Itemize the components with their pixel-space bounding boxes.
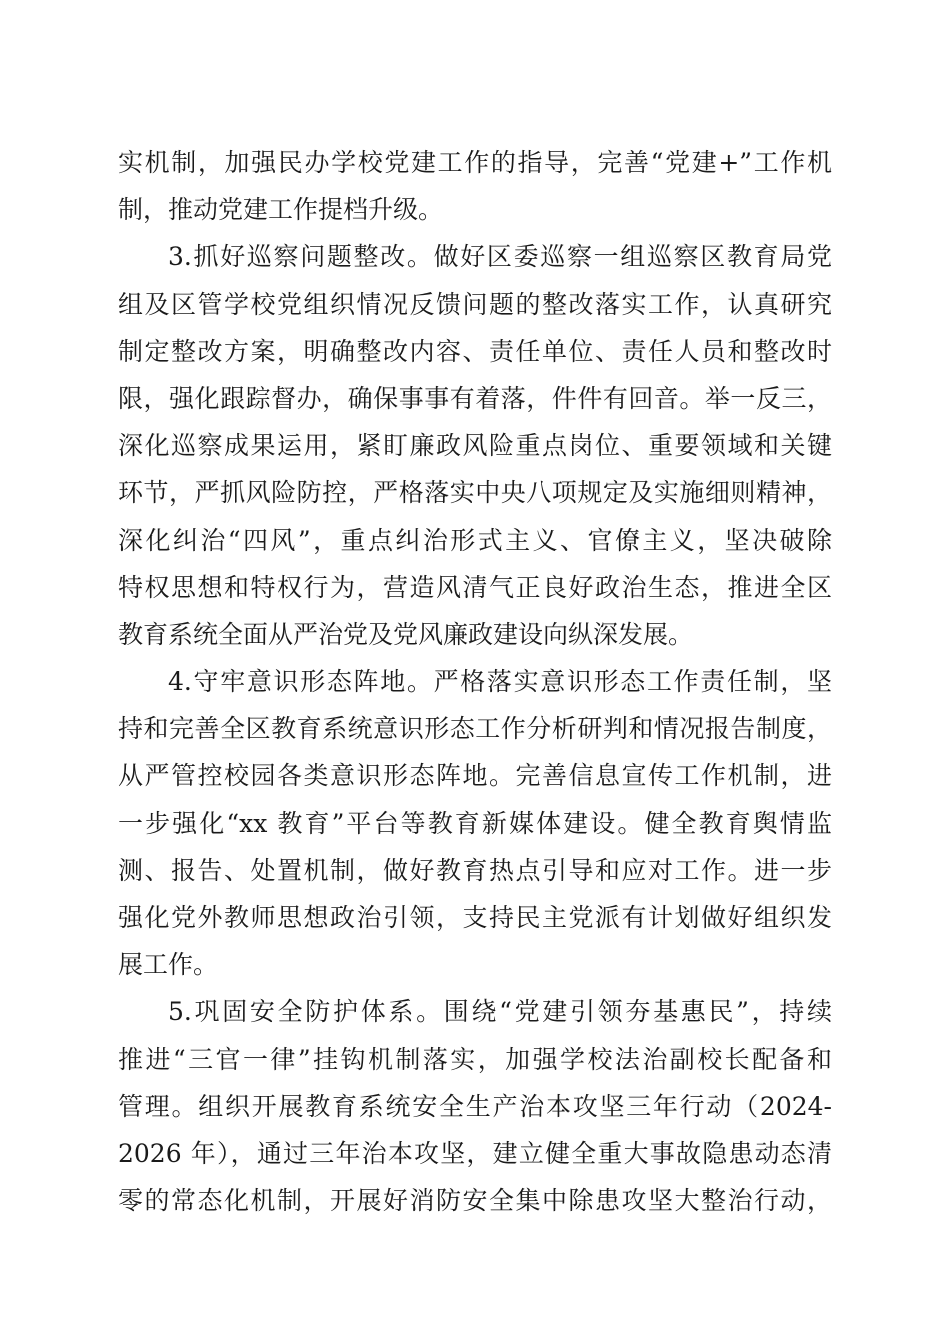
paragraph-line: 强化党外教师思想政治引领，支持民主党派有计划做好组织发 (118, 903, 832, 932)
paragraph-line: 组及区管学校党组织情况反馈问题的整改落实工作，认真研究 (118, 289, 832, 319)
item-5-heading-line: 5.巩固安全防护体系。围绕“党建引领夯基惠民”，持续 (168, 997, 832, 1027)
paragraph-line: 管理。组织开展教育系统安全生产治本攻坚三年行动（2024- (118, 1091, 832, 1121)
paragraph-line: 教育系统全面从严治党及党风廉政建设向纵深发展。 (118, 619, 694, 649)
paragraph-line: 持和完善全区教育系统意识形态工作分析研判和情况报告制度， (118, 714, 832, 744)
paragraph-line: 一步强化“xx 教育”平台等教育新媒体建设。健全教育舆情监 (118, 808, 832, 838)
paragraph-line: 测、报告、处置机制，做好教育热点引导和应对工作。进一步 (118, 855, 832, 885)
paragraph-line: 环节，严抓风险防控，严格落实中央八项规定及实施细则精神， (118, 478, 832, 508)
paragraph-line: 零的常态化机制，开展好消防安全集中除患攻坚大整治行动， (118, 1186, 832, 1216)
paragraph-line: 制，推动党建工作提档升级。 (118, 195, 444, 225)
paragraph-line: 推进“三官一律”挂钩机制落实，加强学校法治副校长配备和 (118, 1044, 832, 1074)
paragraph-line: 特权思想和特权行为，营造风清气正良好政治生态，推进全区 (118, 572, 832, 602)
item-3-heading-line: 3.抓好巡察问题整改。做好区委巡察一组巡察区教育局党 (168, 242, 832, 272)
paragraph-line: 深化巡察成果运用，紧盯廉政风险重点岗位、重要领域和关键 (118, 431, 832, 461)
paragraph-line: 2026 年），通过三年治本攻坚，建立健全重大事故隐患动态清 (118, 1138, 832, 1168)
paragraph-line: 限，强化跟踪督办，确保事事有着落，件件有回音。举一反三， (118, 383, 832, 413)
paragraph-line: 从严管控校园各类意识形态阵地。完善信息宣传工作机制，进 (118, 761, 832, 791)
paragraph-line: 实机制，加强民办学校党建工作的指导，完善“党建+”工作机 (118, 148, 832, 177)
document-body (118, 139, 832, 1224)
paragraph-line: 深化纠治“四风”，重点纠治形式主义、官僚主义，坚决破除 (118, 525, 832, 555)
paragraph-line: 展工作。 (118, 950, 219, 980)
item-4-heading-line: 4.守牢意识形态阵地。严格落实意识形态工作责任制，坚 (168, 667, 832, 697)
paragraph-line: 制定整改方案，明确整改内容、责任单位、责任人员和整改时 (118, 336, 832, 366)
